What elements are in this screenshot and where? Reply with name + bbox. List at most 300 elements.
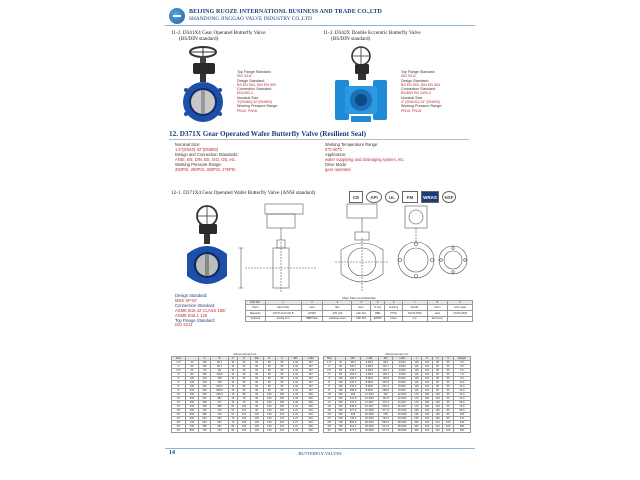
table-cell: 170: [411, 401, 422, 405]
table-cell: 450: [335, 409, 346, 413]
materials-table-caption: Main Parts and Materials: [342, 296, 376, 300]
table-cell: 422: [198, 409, 211, 413]
footer-divider: [165, 448, 475, 449]
cert-badge-fm: FM: [402, 191, 418, 203]
table-row: [172, 425, 319, 429]
table-cell: worm gear: [448, 305, 473, 311]
table-cell: 66: [263, 361, 276, 365]
table-cell: ASTM A126 GR.B: [265, 310, 301, 316]
table-cell: 470: [211, 413, 228, 417]
table-cell: 4-22: [288, 409, 302, 413]
table-cell: 120.7: [346, 365, 360, 369]
materials-table: [245, 300, 473, 322]
table-cell: 60: [250, 369, 263, 373]
materials-header-cell: Part NO.: [246, 301, 266, 305]
dim-left-header-cell: ØK: [288, 357, 302, 361]
table-cell: 116: [411, 373, 422, 377]
table-cell: 624: [198, 421, 211, 425]
table-cell: 165: [238, 421, 251, 425]
table-cell: 130: [432, 397, 443, 401]
table-cell: 800: [335, 429, 346, 433]
table-cell: 102: [238, 405, 251, 409]
table-cell: 476.3: [379, 401, 393, 405]
table-cell: 28-M33: [393, 421, 411, 425]
table-cell: 431.8: [346, 397, 360, 401]
table-cell: 4-16: [288, 385, 302, 389]
section-11-3-title: 11-3. D342X Double Eccentric Butterfly Valve (BS/DIN standard): [323, 30, 421, 42]
dim-left-header-cell: B: [211, 357, 228, 361]
table-cell: 140: [263, 425, 276, 429]
table-cell: 914.4: [379, 425, 393, 429]
table-row: [172, 397, 319, 401]
table-cell: 120: [422, 369, 433, 373]
table-cell: 749.3: [379, 417, 393, 421]
table-cell: 8-M20: [393, 385, 411, 389]
table-cell: 14": [172, 401, 186, 405]
table-cell: 240: [453, 421, 470, 425]
table-cell: 100: [263, 393, 276, 397]
section-12-info-right: Working Temperature Range: 0℃-80℃ Application: water supplying and drainaging system, etc. Drive Mode: gear operated: [325, 142, 405, 172]
table-cell: 208.5: [211, 389, 228, 393]
table-cell: 210: [432, 429, 443, 433]
table-cell: 8-M20: [360, 389, 378, 393]
table-cell: 85: [443, 413, 454, 417]
table-cell: 700: [335, 421, 346, 425]
table-cell: 14": [324, 401, 336, 405]
table-cell: 170: [411, 393, 422, 397]
table-cell: 215.9: [346, 381, 360, 385]
table-cell: 350: [453, 429, 470, 433]
table-cell: 150: [335, 385, 346, 389]
table-cell: 10": [324, 393, 336, 397]
table-row: [172, 409, 319, 413]
dim-right-header-cell: L: [411, 357, 422, 361]
table-cell: 100: [186, 377, 199, 381]
table-cell: 750: [335, 425, 346, 429]
table-cell: 32: [228, 361, 238, 365]
table-row: [172, 413, 319, 417]
table-cell: 66: [263, 369, 276, 373]
table-cell: 632: [211, 421, 228, 425]
table-cell: 175: [276, 413, 289, 417]
table-cell: 749.3: [346, 417, 360, 421]
table-row: [172, 401, 319, 405]
table-cell: 100: [263, 405, 276, 409]
table-cell: 16-M30: [393, 409, 411, 413]
table-cell: 12": [324, 397, 336, 401]
table-cell: 400: [303, 425, 319, 429]
table-cell: 4-M16: [393, 365, 411, 369]
table-cell: 125: [250, 429, 263, 433]
table-cell: 82: [228, 429, 238, 433]
table-cell: 320: [303, 417, 319, 421]
table-cell: 431.8: [379, 397, 393, 401]
table-cell: 635: [379, 413, 393, 417]
table-cell: 300: [411, 421, 422, 425]
table-cell: 55: [443, 361, 454, 365]
table-cell: 100: [443, 421, 454, 425]
table-cell: 90: [250, 393, 263, 397]
table-cell: 66: [263, 381, 276, 385]
table-cell: 200: [198, 377, 211, 381]
table-row: [172, 417, 319, 421]
table-cell: 95: [432, 389, 443, 393]
table-cell: 100: [335, 377, 346, 381]
table-cell: 56: [238, 385, 251, 389]
table-cell: 95: [276, 385, 289, 389]
table-cell: 140: [263, 429, 276, 433]
table-cell: 300: [335, 397, 346, 401]
dim-left-header-cell: E: [263, 357, 276, 361]
table-cell: 28-M33: [393, 425, 411, 429]
table-cell: 78: [238, 397, 251, 401]
table-cell: 281: [211, 397, 228, 401]
table-cell: 368: [198, 401, 211, 405]
table-cell: 200: [186, 389, 199, 393]
table-cell: 350: [335, 401, 346, 405]
dim-left-header-cell: ØH: [250, 357, 263, 361]
table-cell: 4-27: [288, 425, 302, 429]
table-row: [172, 405, 319, 409]
table-cell: EPDM: [370, 316, 385, 322]
section-12-info-left: Nominal Size: 1.5"(DN40)-32"(DN800) Design and Connection Standards: ANSI, EN, DIN, BS, ISO, GB, etc. Working Pressure Range: 200PSI, 250PSI, 300PSI, 175PSI: [175, 142, 239, 172]
table-cell: 95: [432, 361, 443, 365]
table-cell: 4": [172, 377, 186, 381]
table-cell: 4-16: [288, 373, 302, 377]
table-cell: worm: [427, 305, 448, 311]
table-cell: 977.9: [346, 429, 360, 433]
materials-header-cell: 8: [427, 301, 448, 305]
table-cell: 116: [411, 377, 422, 381]
table-cell: 111: [211, 369, 228, 373]
table-cell: 80: [335, 373, 346, 377]
table-cell: 539.8: [379, 405, 393, 409]
table-cell: 300: [411, 425, 422, 429]
materials-table-block: [245, 296, 473, 322]
table-cell: 210: [276, 425, 289, 429]
table-cell: 480: [198, 413, 211, 417]
table-cell: 190.5: [346, 377, 360, 381]
table-cell: 78: [238, 401, 251, 405]
table-cell: 55: [443, 373, 454, 377]
table-cell: 40: [186, 361, 199, 365]
table-cell: 33: [238, 365, 251, 369]
table-cell: 32: [228, 369, 238, 373]
table-cell: 90: [250, 409, 263, 413]
table-cell: 656: [198, 425, 211, 429]
table-cell: 4-22: [288, 405, 302, 409]
table-cell: 24": [324, 417, 336, 421]
table-cell: 125: [250, 425, 263, 429]
table-cell: 68: [238, 393, 251, 397]
cert-badge-nsf: NSF: [442, 191, 456, 203]
table-cell: 95: [276, 361, 289, 365]
table-cell: 160: [432, 417, 443, 421]
table-row: [324, 429, 471, 433]
table-cell: 230: [422, 417, 433, 421]
table-cell: 125: [250, 417, 263, 421]
table-cell: 28-M33: [360, 425, 378, 429]
table-cell: 150: [186, 385, 199, 389]
table-cell: 116: [411, 365, 422, 369]
table-cell: 260: [303, 405, 319, 409]
table-cell: 260: [303, 393, 319, 397]
table-cell: 60: [250, 381, 263, 385]
table-cell: 241.3: [346, 385, 360, 389]
table-cell: 170: [453, 417, 470, 421]
flange-pattern-drawing: [393, 202, 471, 294]
table-cell: 32: [228, 381, 238, 385]
table-cell: 5": [172, 381, 186, 385]
side-view-drawing: [237, 202, 329, 294]
table-cell: 4-18: [288, 397, 302, 401]
table-cell: 4-16: [288, 365, 302, 369]
table-cell: 160: [432, 409, 443, 413]
table-cell: 225: [411, 413, 422, 417]
table-cell: 32": [324, 429, 336, 433]
table-cell: 8-M20: [393, 389, 411, 393]
table-cell: 95: [432, 373, 443, 377]
table-cell: 60: [250, 365, 263, 369]
table-cell: 170: [411, 405, 422, 409]
table-cell: 4-22: [288, 413, 302, 417]
table-cell: 95: [276, 365, 289, 369]
table-cell: 8-M20: [360, 381, 378, 385]
table-cell: 320: [303, 421, 319, 425]
table-cell: 720: [211, 429, 228, 433]
table-cell: 150: [276, 409, 289, 413]
table-cell: 210: [432, 425, 443, 429]
table-cell: 200: [335, 389, 346, 393]
table-cell: 116: [411, 381, 422, 385]
table-cell: 28-M33: [360, 421, 378, 425]
table-cell: 46: [238, 369, 251, 373]
table-cell: 51: [228, 405, 238, 409]
table-cell: 225: [411, 417, 422, 421]
table-cell: 55: [443, 389, 454, 393]
table-cell: 310: [422, 425, 433, 429]
table-cell: 12-M27: [360, 401, 378, 405]
table-cell: 90: [250, 389, 263, 393]
table-cell: 18": [172, 409, 186, 413]
table-cell: 28-M39: [360, 429, 378, 433]
company-name-primary: BEIJING RUOZE INTERNATIONL BUSINESS AND TRADE CO.,LTD: [189, 9, 382, 15]
table-cell: 4-M14: [393, 361, 411, 365]
table-cell: 476.3: [346, 401, 360, 405]
table-cell: 127: [238, 413, 251, 417]
table-cell: 4-M14: [360, 361, 378, 365]
table-cell: 52: [238, 377, 251, 381]
table-cell: 197: [303, 377, 319, 381]
table-cell: 16-M27: [393, 405, 411, 409]
table-cell: 310: [422, 421, 433, 425]
table-cell: 56: [238, 381, 251, 385]
table-cell: 863.6: [346, 421, 360, 425]
table-cell: 100: [263, 409, 276, 413]
table-cell: steel: [427, 310, 448, 316]
table-cell: 3": [172, 373, 186, 377]
table-cell: 125: [250, 421, 263, 425]
table-cell: 24": [172, 417, 186, 421]
table-cell: 95: [276, 369, 289, 373]
table-cell: 45: [228, 401, 238, 405]
table-cell: 180: [422, 405, 433, 409]
table-cell: 750: [186, 425, 199, 429]
table-cell: ASTM A536: [448, 310, 473, 316]
table-cell: 3": [324, 373, 336, 377]
table-cell: 80: [186, 373, 199, 377]
table-cell: 215.9: [379, 381, 393, 385]
table-cell: 197: [303, 389, 319, 393]
table-cell: 140: [263, 421, 276, 425]
table-cell: 400: [303, 429, 319, 433]
table-cell: 65: [335, 369, 346, 373]
dim-right-header-cell: ØC: [379, 357, 393, 361]
table-cell: 100: [443, 429, 454, 433]
table-row: [172, 393, 319, 397]
table-cell: 180: [422, 401, 433, 405]
table-cell: 500: [186, 413, 199, 417]
table-cell: 4-M16: [360, 373, 378, 377]
table-cell: 410: [211, 409, 228, 413]
table-cell: 60: [250, 361, 263, 365]
table-cell: 66: [263, 373, 276, 377]
table-cell: 65: [443, 397, 454, 401]
page-number: 14: [169, 450, 175, 456]
table-cell: 32.0: [453, 393, 470, 397]
table-cell: 241.3: [379, 385, 393, 389]
table-cell: 28": [172, 421, 186, 425]
table-cell: 210: [432, 421, 443, 425]
table-cell: 400: [198, 405, 211, 409]
table-cell: handle: [402, 305, 427, 311]
table-cell: 85: [443, 409, 454, 413]
table-cell: 298.5: [346, 389, 360, 393]
table-cell: 300: [411, 429, 422, 433]
table-cell: 310: [422, 429, 433, 433]
dimensions-table-left-block: [171, 352, 319, 433]
table-cell: 82: [228, 425, 238, 429]
d371x4-valve-image: [173, 202, 233, 292]
table-cell: 16": [172, 405, 186, 409]
section-12-1-title: 12-1. D371X4 Gear Operated Wafer Butterfly Valve (ANSI standard): [171, 190, 316, 196]
company-logo-icon: [169, 8, 185, 24]
table-cell: 4-16: [288, 377, 302, 381]
table-cell: disc: [323, 305, 352, 311]
table-cell: 6.0: [453, 369, 470, 373]
dim-right-header-cell: ØC: [346, 357, 360, 361]
table-row: [172, 381, 319, 385]
cert-badge-ce: CE: [349, 191, 363, 203]
table-cell: 120: [422, 377, 433, 381]
table-cell: 98.4: [379, 361, 393, 365]
table-cell: 4-16: [288, 381, 302, 385]
table-cell: 2.5": [172, 369, 186, 373]
table-cell: seat: [301, 305, 323, 311]
table-cell: 120.7: [379, 365, 393, 369]
table-cell: 130: [432, 393, 443, 397]
table-cell: 116: [411, 369, 422, 373]
table-cell: 4-16: [288, 369, 302, 373]
dim-right-header-cell: S: [443, 357, 454, 361]
table-cell: iron: [402, 316, 427, 322]
table-cell: 46: [238, 373, 251, 377]
table-cell: 4-18: [288, 401, 302, 405]
table-cell: 32: [228, 365, 238, 369]
table-cell: 4-18: [288, 393, 302, 397]
table-cell: ASTM A536: [402, 310, 427, 316]
table-cell: 50: [335, 365, 346, 369]
table-cell: 600: [335, 417, 346, 421]
dimensions-table-right-block: [323, 352, 471, 433]
section-11-3-specs: Top Flange Standard: ISO 5211 Design Standard: BS EN 593, DIN EN 593 Connection Standard: BS/DIN EN 1092-2 Nominal Size: 4" (DN100)-24" (DN600) Working Pressure Range: PN10, PN16: [401, 70, 443, 113]
table-cell: 42.0: [453, 397, 470, 401]
table-cell: 4-M16: [360, 369, 378, 373]
table-cell: 4-M16: [360, 365, 378, 369]
design-standards: Design Standard: MSS SP-67 Connection Standard: ASME B16.42 CLASS 150/ ASME B16.1 125 Top Flange Standard: ISO 5211: [175, 293, 226, 328]
table-cell: bushing: [385, 305, 402, 311]
table-cell: 95.0: [453, 409, 470, 413]
table-cell: PTFE: [385, 310, 402, 316]
table-cell: 66: [263, 389, 276, 393]
materials-header-cell: 7: [402, 301, 427, 305]
table-cell: 50: [186, 365, 199, 369]
table-cell: 181: [198, 373, 211, 377]
table-cell: 12-M24: [360, 393, 378, 397]
table-cell: 116: [411, 389, 422, 393]
table-cell: 33: [238, 361, 251, 365]
table-cell: 20-M30: [360, 413, 378, 417]
table-cell: 210: [276, 429, 289, 433]
table-cell: 85: [443, 417, 454, 421]
dimensions-table-right: [323, 356, 471, 433]
table-cell: 139.7: [379, 369, 393, 373]
table-cell: 120: [422, 365, 433, 369]
table-cell: 32: [228, 385, 238, 389]
table-cell: 8-M20: [393, 381, 411, 385]
table-cell: 450: [186, 409, 199, 413]
d341x4-valve-image: [171, 44, 233, 124]
table-cell: 57: [228, 413, 238, 417]
table-cell: 139.7: [346, 369, 360, 373]
table-cell: 700: [186, 421, 199, 425]
table-cell: 95: [276, 389, 289, 393]
table-cell: 114: [238, 409, 251, 413]
table-cell: 977.9: [379, 429, 393, 433]
table-cell: stainless steel: [323, 316, 352, 322]
table-cell: 2": [324, 365, 336, 369]
table-cell: 238.4: [211, 393, 228, 397]
table-cell: 140: [263, 413, 276, 417]
table-cell: 154: [238, 417, 251, 421]
table-cell: 55: [443, 385, 454, 389]
table-cell: 8": [172, 389, 186, 393]
dim-left-header-cell: D: [238, 357, 251, 361]
section-12-divider: [169, 139, 469, 140]
table-cell: 863.6: [379, 421, 393, 425]
table-cell: 40: [335, 361, 346, 365]
table-cell: 125: [250, 413, 263, 417]
table-cell: 350: [186, 401, 199, 405]
table-cell: 100: [263, 397, 276, 401]
table-cell: 500: [335, 413, 346, 417]
table-cell: 12-M24: [393, 393, 411, 397]
table-cell: 95: [432, 365, 443, 369]
table-cell: [448, 316, 473, 322]
section-11-2-specs: Top Flange Standard: ISO 5211 Design Standard: BS EN 593, DIN EN 593 Connection Standard: EN1092-2 Nominal Size: 3"(DN80)-32"(DN800) Working Pressure Range: PN10, PN16: [237, 70, 279, 113]
table-cell: 116: [411, 361, 422, 365]
table-cell: 260: [198, 389, 211, 393]
